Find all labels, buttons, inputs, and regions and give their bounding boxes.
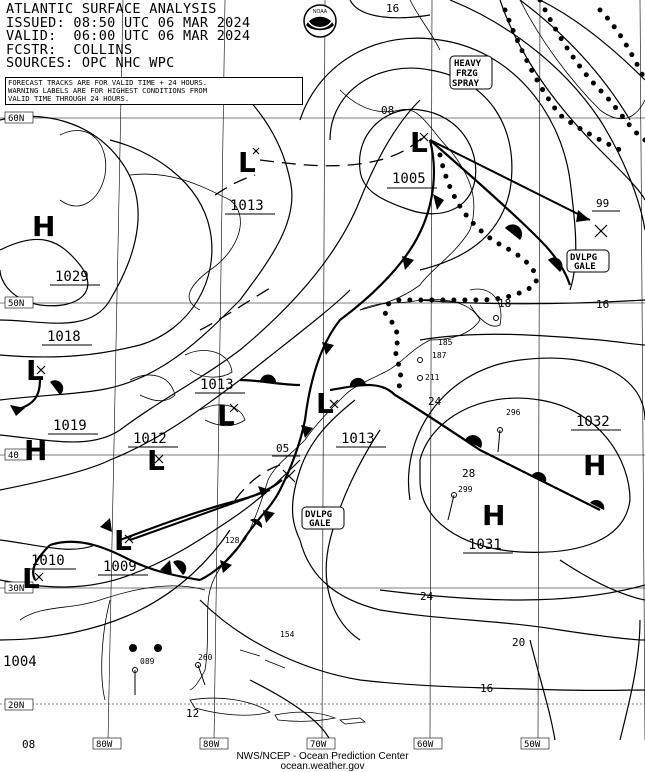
obs-211: 211 [425, 373, 440, 382]
center-value-1013-north: 1013 [230, 198, 264, 214]
warning-dvlpg-coast: DVLPG [305, 510, 333, 520]
center-letter-l-1012: L [147, 444, 165, 477]
warning-heavy: HEAVY [454, 59, 482, 69]
forecaster: FCSTR: COLLINS [6, 41, 133, 58]
label-28: 28 [462, 467, 476, 480]
warning-spray: SPRAY [452, 79, 480, 89]
lon-label-70w: 70W [310, 740, 327, 750]
footer-url: ocean.weather.gov [280, 761, 365, 772]
center-letter-l-1013-north: L [238, 146, 256, 179]
label-20: 20 [512, 636, 526, 649]
lon-label-80w-b: 80W [203, 740, 220, 750]
center-letter-h-1032: H [583, 449, 607, 482]
center-letter-l-1009: L [114, 524, 132, 557]
noaa-logo-text: NOAA [312, 9, 328, 15]
warning-dvlpg-ne: DVLPG [570, 253, 598, 263]
center-letter-l-1010: L [22, 562, 40, 595]
label-08-north: 08 [381, 104, 395, 117]
label-16-south: 16 [480, 682, 494, 695]
label-99: 99 [596, 197, 610, 210]
obs-154: 154 [280, 630, 295, 639]
lon-label-50w: 50W [524, 740, 541, 750]
label-16-east: 16 [596, 298, 610, 311]
lat-label-40n: 40 [8, 451, 19, 461]
lat-label-20n: 20N [8, 701, 25, 711]
label-08-south: 08 [22, 738, 36, 751]
obs-296: 296 [506, 408, 521, 417]
label-24-south: 24 [420, 590, 434, 603]
center-value-1013-coast: 1013 [341, 431, 375, 447]
center-value-1010: 1010 [31, 553, 65, 569]
center-value-1013-lakes: 1013 [200, 377, 234, 393]
obs-128: 128 [225, 536, 240, 545]
lat-label-50n: 50N [8, 299, 25, 309]
center-letter-l-1005: L [410, 126, 428, 159]
center-letter-h-1018: H [24, 434, 48, 467]
lon-label-60w: 60W [417, 740, 434, 750]
note-line-1: FORECAST TRACKS ARE FOR VALID TIME + 24 HOURS. [8, 78, 208, 87]
warning-frzg: FRZG [456, 69, 478, 79]
isobar-value-1004: 1004 [3, 654, 37, 670]
center-letter-h-1029: H [32, 210, 56, 243]
center-letter-l-1013-lakes: L [217, 399, 235, 432]
label-05: 05 [276, 442, 290, 455]
warning-gale-ne: GALE [574, 262, 596, 272]
lat-label-60n: 60N [8, 114, 25, 124]
center-value-1029: 1029 [55, 269, 89, 285]
obs-299: 299 [458, 485, 473, 494]
warning-gale-coast: GALE [309, 519, 331, 529]
lat-label-30n: 30N [8, 584, 25, 594]
lon-label-80w-a: 80W [96, 740, 113, 750]
note-line-2: WARNING LABELS ARE FOR HIGHEST CONDITIONS FROM [8, 86, 208, 95]
issued-time: ISSUED: 08:50 UTC 06 MAR 2024 [6, 14, 251, 31]
center-value-1009: 1009 [103, 559, 137, 575]
label-24-coast: 24 [428, 395, 442, 408]
obs-089: 089 [140, 657, 155, 666]
map-title: ATLANTIC SURFACE ANALYSIS [6, 1, 217, 17]
label-18: 18 [498, 297, 512, 310]
center-letter-l-1013-coast: L [316, 387, 334, 420]
center-value-1012: 1012 [133, 431, 167, 447]
valid-time: VALID: 06:00 UTC 06 MAR 2024 [6, 28, 251, 44]
label-12: 12 [186, 707, 200, 720]
center-letter-h-1031: H [482, 499, 506, 532]
sources: SOURCES: OPC NHC WPC [6, 55, 175, 71]
center-value-1018: 1018 [47, 329, 81, 345]
center-value-1031: 1031 [468, 537, 502, 553]
center-value-1032: 1032 [576, 414, 610, 430]
obs-187: 187 [432, 351, 447, 360]
obs-260: 260 [198, 653, 213, 662]
footer-agency: NWS/NCEP - Ocean Prediction Center [236, 751, 409, 762]
obs-185: 185 [438, 338, 453, 347]
center-value-1019: 1019 [53, 418, 87, 434]
center-value-1005: 1005 [392, 171, 426, 187]
label-16-top: 16 [386, 2, 400, 15]
center-letter-l-1019: L [26, 354, 44, 387]
note-line-3: VALID TIME THROUGH 24 HOURS. [8, 94, 130, 103]
